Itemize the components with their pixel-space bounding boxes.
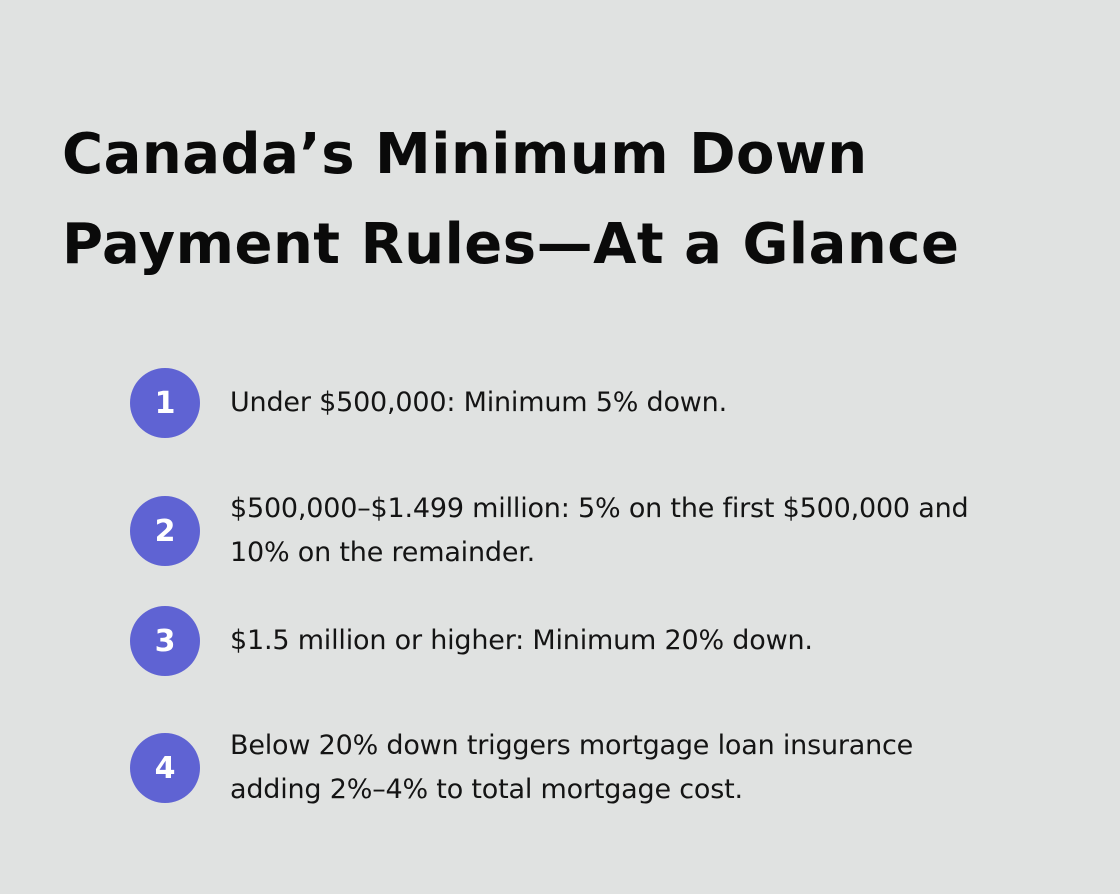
rule-text-2-line-1: $500,000–$1.499 million: 5% on the first $500,000 and [230, 493, 969, 524]
rule-item-4 [130, 724, 1070, 812]
rule-number-badge-4: 4 [130, 733, 200, 803]
rule-text-4-line-1: Below 20% down triggers mortgage loan insurance [230, 730, 914, 761]
page-title-line-1: Canada’s Minimum Down [62, 122, 868, 187]
rule-text-4-line-2: adding 2%–4% to total mortgage cost. [230, 774, 743, 805]
rule-text-4 [230, 724, 913, 812]
rule-number-badge-3: 3 [130, 606, 200, 676]
page-title [62, 110, 1062, 290]
rule-item-1 [130, 368, 1070, 438]
rule-text-2-line-2: 10% on the remainder. [230, 537, 536, 568]
rule-text-2 [230, 487, 968, 575]
rule-number-badge-2: 2 [130, 496, 200, 566]
rule-item-3 [130, 606, 1070, 676]
rule-number-badge-1: 1 [130, 368, 200, 438]
rule-text-1: Under $500,000: Minimum 5% down. [230, 387, 727, 418]
page-title-line-2: Payment Rules—At a Glance [62, 212, 960, 277]
rule-text-3: $1.5 million or higher: Minimum 20% down. [230, 625, 813, 656]
rule-item-2 [130, 487, 1070, 575]
